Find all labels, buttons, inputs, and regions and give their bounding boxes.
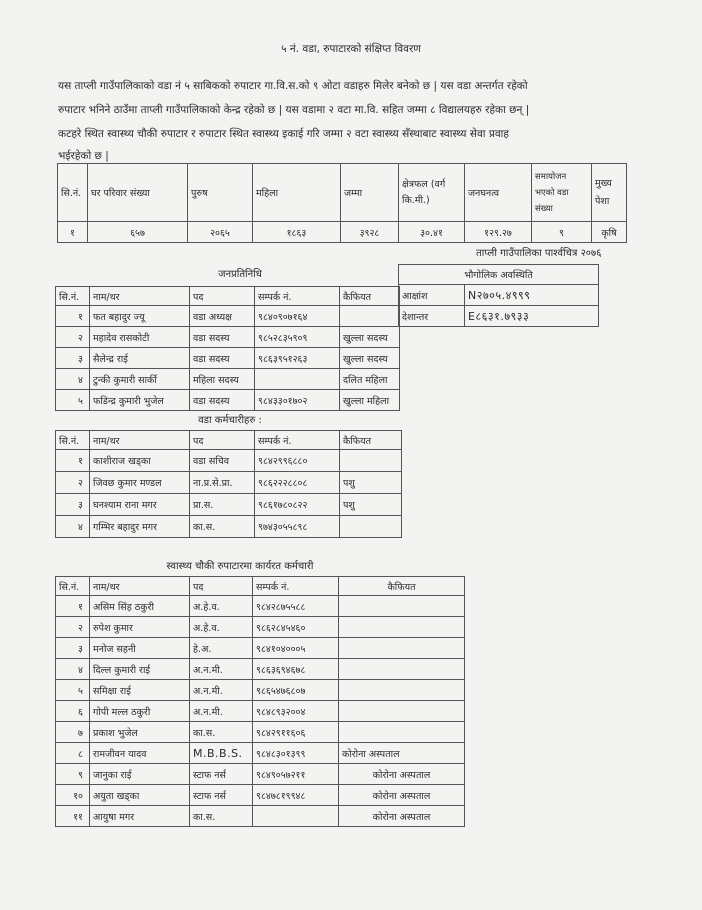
health-caption: स्वास्थ्य चौकी रुपाटारमा कार्यरत कर्मचारी [166,561,314,572]
sn: १० [56,785,90,806]
table-row [56,722,465,743]
table-row [56,680,465,701]
table-row [56,743,465,764]
post: हे.अ. [190,638,253,659]
health-h-contact: सम्पर्क नं. [253,577,339,596]
geo-caption: भौगोलिक अवस्थिति [399,265,599,285]
name: महादेव रासकोटी [90,327,190,348]
name: टुन्की कुमारी सार्की [90,369,190,390]
remarks: खुल्ला महिला [340,390,400,411]
sn: ७ [56,722,90,743]
post: महिला सदस्य [190,369,255,390]
geo-value: N२७०५.४९९९ [465,285,599,306]
summary-header-row [58,164,627,222]
summary-female: १८६३ [253,222,341,243]
table-row [56,764,465,785]
contact: ९८४३३०१७०२ [255,390,340,411]
ward-h-contact: सम्पर्क नं. [255,431,340,450]
name: दिल्ल कुमारी राई [90,659,190,680]
table-row [56,701,465,722]
intro-line-2: रुपाटार भनिने ठाउँमा ताप्ली गाउँपालिकाको केन्द्र रहेको छ | यस वडामा २ वटा मा.वि. सहित जम्मा ८ विद्यालयहरु रहेका छन् | [58,104,530,116]
intro-line-3: कटहरे स्थित स्वास्थ्य चौकी रुपाटार र रुपाटार स्थित स्वास्थ्य इकाई गरि जम्मा २ वटा स्वास्थ्य सँस्थाबाट स्वास्थ्य सेवा प्रवाह [58,128,509,140]
table-row [56,659,465,680]
ward-h-name: नाम/थर [90,431,190,450]
summary-row [58,222,627,243]
contact: ९८४१०४०००५ [253,638,339,659]
remarks [339,596,465,617]
table-row [56,785,465,806]
sn: १ [56,306,90,327]
page-title: ५ नं. वडा, रुपाटारको संक्षिप्त विवरण [281,43,421,55]
health-h-name: नाम/थर [90,577,190,596]
contact: ९८६५४७६८०७ [253,680,339,701]
name: सैलेन्द्र राई [90,348,190,369]
table-row [56,617,465,638]
name: जानुका राई [90,764,190,785]
ward-staff-header-row [56,431,402,450]
table-row [56,369,400,390]
summary-h-households: घर परिवार संख्या [88,164,188,222]
health-h-sn: सि.नं. [56,577,90,596]
name: गोपी मल्ल ठकुरी [90,701,190,722]
summary-source: ताप्ली गाउँपालिका पार्श्वचित्र २०७६ [476,248,602,259]
contact: ९८४९०५७२११ [253,764,339,785]
table-row [56,516,402,538]
ward-staff-table [55,430,402,538]
table-row [56,450,402,472]
sn: ८ [56,743,90,764]
table-row [56,806,465,827]
intro-line-4: भईरहेको छ | [58,150,109,162]
table-row [56,327,400,348]
name: मनोज सहनी [90,638,190,659]
summary-density: १२९.२७ [465,222,532,243]
geo-value: E८६३१.७९३३ [465,306,599,327]
name: जिवछ कुमार मण्डल [90,472,190,494]
post: वडा सचिव [190,450,255,472]
remarks: कोरोना अस्पताल [339,743,465,764]
post: स्टाफ नर्स [190,764,253,785]
summary-total: ३९२८ [341,222,399,243]
ward-h-post: पद [190,431,255,450]
remarks: खुल्ला सदस्य [340,327,400,348]
post: का.स. [190,516,255,538]
sn: ४ [56,516,90,538]
contact: ९८४२९९६८८० [255,450,340,472]
name: घनश्याम राना मगर [90,494,190,516]
reps-h-sn: सि.नं. [56,287,90,306]
reps-caption: जनप्रतिनिधि [218,269,262,280]
reps-h-post: पद [190,287,255,306]
summary-h-merged-wards: समायोजन भएको वडा संख्या [532,164,592,222]
sn: २ [56,327,90,348]
summary-households: ६५७ [88,222,188,243]
ward-h-sn: सि.नं. [56,431,90,450]
table-row [56,472,402,494]
table-row [56,390,400,411]
contact: ९८५२८३५९०९ [255,327,340,348]
summary-male: २०६५ [188,222,253,243]
remarks [339,638,465,659]
remarks: कोरोना अस्पताल [339,806,465,827]
name: प्रकाश भुजेल [90,722,190,743]
remarks: पशु [340,472,402,494]
remarks: कोरोना अस्पताल [339,785,465,806]
sn: ३ [56,494,90,516]
post: प्रा.स. [190,494,255,516]
contact: ९८४०९०७१६४ [255,306,340,327]
summary-merged-wards: ९ [532,222,592,243]
health-header-row [56,577,465,596]
name: असिम सिंह ठकुरी [90,596,190,617]
remarks [340,516,402,538]
remarks [340,450,402,472]
sn: २ [56,617,90,638]
health-h-post: पद [190,577,253,596]
table-row [56,348,400,369]
geo-label: देशान्तर [399,306,465,327]
post: वडा सदस्य [190,390,255,411]
post: अ.हे.व. [190,617,253,638]
summary-area: ३०.४१ [399,222,465,243]
contact: ९७४३०५५८९८ [255,516,340,538]
summary-h-sn: सि.नं. [58,164,88,222]
name: समिक्षा राई [90,680,190,701]
summary-h-occupation: मुख्य पेशा [592,164,627,222]
post: वडा सदस्य [190,327,255,348]
contact: ९८४२९११६०६ [253,722,339,743]
ward-staff-caption: वडा कर्मचारीहरु : [198,415,262,426]
sn: ९ [56,764,90,785]
reps-h-name: नाम/थर [90,287,190,306]
reps-header-row [56,287,400,306]
contact [253,806,339,827]
sn: ३ [56,638,90,659]
sn: ५ [56,680,90,701]
sn: २ [56,472,90,494]
sn: ६ [56,701,90,722]
post: अ.हे.व. [190,596,253,617]
table-row [56,596,465,617]
summary-h-density: जनघनत्व [465,164,532,222]
post: वडा अध्यक्ष [190,306,255,327]
name: गम्भिर बहादुर मगर [90,516,190,538]
post: अ.न.मी. [190,659,253,680]
name: फडिन्द्र कुमारी भुजेल [90,390,190,411]
post: का.स. [190,806,253,827]
geo-caption-row [399,265,599,285]
name: आयुषा मगर [90,806,190,827]
sn: ११ [56,806,90,827]
table-row [56,306,400,327]
table-row [56,638,465,659]
sn: ४ [56,369,90,390]
name: रुपेश कुमार [90,617,190,638]
reps-h-contact: सम्पर्क नं. [255,287,340,306]
remarks [339,617,465,638]
contact: ९८६३६९४६७८ [253,659,339,680]
contact: ९८४८९३२००४ [253,701,339,722]
geo-label: आक्षांश [399,285,465,306]
table-row [56,494,402,516]
ward-h-remarks: कैफियत [340,431,402,450]
name: फत बहादुर ज्यू [90,306,190,327]
name: अयुता खड्का [90,785,190,806]
summary-h-female: महिला [253,164,341,222]
contact: ९८६२८४५४६० [253,617,339,638]
summary-h-area: क्षेत्रफल (वर्ग कि.मी.) [399,164,465,222]
health-staff-table [55,576,465,827]
contact: ९८६२२२८८०८ [255,472,340,494]
sn: ५ [56,390,90,411]
remarks: कोरोना अस्पताल [339,764,465,785]
remarks: दलित महिला [340,369,400,390]
remarks: पशु [340,494,402,516]
contact: ९८६१७८०८२२ [255,494,340,516]
summary-h-male: पुरुष [188,164,253,222]
post: M.B.B.S. [190,743,253,764]
post: वडा सदस्य [190,348,255,369]
summary-occupation: कृषि [592,222,627,243]
remarks [339,659,465,680]
post: स्टाफ नर्स [190,785,253,806]
name: रामजीवन यादव [90,743,190,764]
contact: ९८४२८७५५८८ [253,596,339,617]
geo-row [399,285,599,306]
sn: ३ [56,348,90,369]
remarks [339,701,465,722]
sn: १ [56,596,90,617]
contact [255,369,340,390]
remarks [339,722,465,743]
contact: ९८४८३०१३९९ [253,743,339,764]
post: ना.प्र.से.प्रा. [190,472,255,494]
geo-row [399,306,599,327]
health-h-remarks: कैफियत [339,577,465,596]
remarks [340,306,400,327]
reps-h-remarks: कैफियत [340,287,400,306]
summary-table [57,163,627,243]
sn: १ [56,450,90,472]
post: अ.न.मी. [190,701,253,722]
remarks: खुल्ला सदस्य [340,348,400,369]
contact: ९८६३९५१२६३ [255,348,340,369]
sn: ४ [56,659,90,680]
summary-h-total: जम्मा [341,164,399,222]
geo-table [398,264,599,327]
remarks [339,680,465,701]
contact: ९८४७८१९९४८ [253,785,339,806]
post: का.स. [190,722,253,743]
intro-line-1: यस ताप्ली गाउँपालिकाको वडा नं ५ साबिकको रुपाटार गा.वि.स.को ९ ओटा वडाहरु मिलेर बनेको छ | यस वडा अन्तर्गत रहेको [58,80,528,92]
summary-sn: १ [58,222,88,243]
post: अ.न.मी. [190,680,253,701]
name: काशीराज खड्का [90,450,190,472]
reps-table [55,286,400,411]
